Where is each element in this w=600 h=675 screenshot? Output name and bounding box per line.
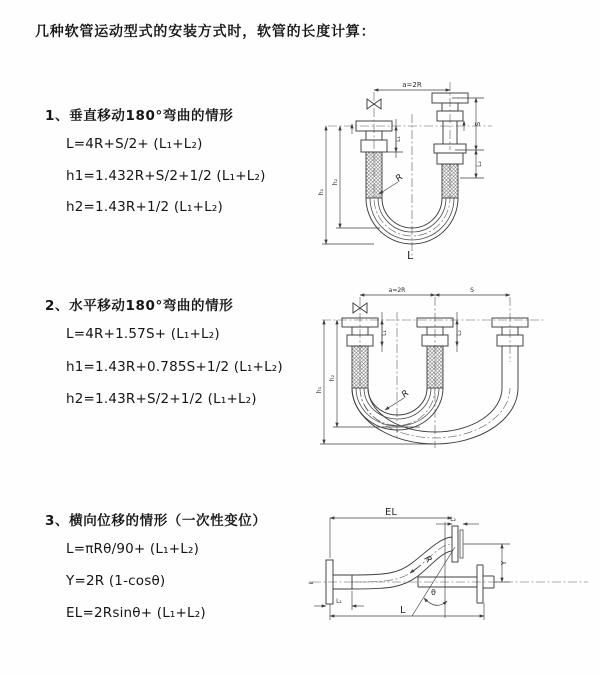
braided-hose-section <box>427 346 443 388</box>
radius-label: R <box>394 172 406 185</box>
dim-label-h1: h₁ <box>316 386 323 394</box>
section-2-formula-h2: h2=1.43R+S/2+1/2 (L₁+L₂) <box>66 391 257 407</box>
radius-leader <box>410 554 433 573</box>
dim-label-a2r: a=2R <box>402 81 422 89</box>
diagram-vertical-180-bend <box>310 70 600 265</box>
dim-label-s: S <box>474 121 482 127</box>
section-2-formula-h1: h1=1.43R+0.785S+1/2 (L₁+L₂) <box>66 359 283 375</box>
original-pipe <box>418 565 494 603</box>
section-2-formula-L: L=4R+1.57S+ (L₁+L₂) <box>66 326 220 342</box>
radius-label: R <box>400 388 412 401</box>
dimension-L <box>330 603 484 620</box>
u-bend-original <box>352 388 443 430</box>
break-mark: ≈ <box>308 579 314 587</box>
dimension-EL <box>330 507 452 558</box>
dimension-S <box>435 287 510 295</box>
dim-label-l1: L₁ <box>395 136 402 142</box>
length-label: L <box>407 249 414 262</box>
angle-construction <box>412 522 455 618</box>
right-flange-assembly <box>432 93 468 198</box>
dim-label-h2: h₂ <box>329 374 336 382</box>
dim-label-l1: L₁ <box>381 330 388 336</box>
dimension-a-2R <box>360 287 435 295</box>
s-curve-hose <box>352 537 452 589</box>
braided-hose-section <box>442 164 458 198</box>
dim-label-el: EL <box>385 507 397 518</box>
diagram-lateral-displacement <box>305 505 600 630</box>
dimension-L2 <box>456 312 463 352</box>
dim-label-h2: h₂ <box>332 178 339 186</box>
movement-arrows <box>352 121 464 134</box>
section-3-heading: 3、横向位移的情形（一次性变位） <box>45 513 267 529</box>
dim-label-s: S <box>470 287 474 294</box>
dim-label-a2r: a=2R <box>388 287 406 294</box>
radius-leader <box>379 173 405 194</box>
section-2-heading: 2、水平移动180°弯曲的情形 <box>45 298 234 314</box>
section-3-formula-L: L=πRθ/90+ (L₁+L₂) <box>66 541 200 557</box>
dim-label-l2: L₂ <box>456 330 463 336</box>
middle-flange-assembly <box>417 318 453 388</box>
dimension-a-2R <box>374 81 450 90</box>
dimension-L1 <box>381 312 388 352</box>
page-title: 几种软管运动型式的安装方式时，软管的长度计算： <box>35 24 376 40</box>
displaced-flange <box>452 526 463 562</box>
braided-hose-section <box>366 152 382 198</box>
section-3-formula-EL: EL=2Rsinθ+ (L₁+L₂) <box>66 605 206 621</box>
u-bend-hose <box>366 198 458 244</box>
centerlines <box>328 82 492 256</box>
section-1-heading: 1、垂直移动180°弯曲的情形 <box>45 108 234 124</box>
dim-label-y: Y <box>500 560 508 566</box>
section-1-formula-L: L=4R+S/2+ (L₁+L₂) <box>66 136 203 152</box>
angle-label: θ <box>431 588 436 597</box>
dim-label-l1: L₁ <box>336 598 342 605</box>
diagram-horizontal-180-bend <box>310 283 600 453</box>
dimension-L2 <box>436 516 479 524</box>
dimension-L1 <box>386 119 403 158</box>
section-1-formula-h2: h2=1.43R+1/2 (L₁+L₂) <box>66 199 223 215</box>
dim-label-h1: h₁ <box>318 188 325 196</box>
section-1-formula-h1: h1=1.432R+S/2+1/2 (L₁+L₂) <box>66 168 266 184</box>
dimension-L1 <box>314 591 364 610</box>
dim-label-l: L <box>400 605 406 616</box>
braided-hose-section <box>352 346 368 388</box>
left-flange-assembly <box>342 318 378 388</box>
section-3-formula-Y: Y=2R (1-cosθ) <box>66 573 166 589</box>
radius-label: R <box>421 554 434 566</box>
radius-leader <box>385 389 411 410</box>
dim-label-l2: L₂ <box>476 161 483 167</box>
dim-label-l2: L₂ <box>450 516 456 523</box>
